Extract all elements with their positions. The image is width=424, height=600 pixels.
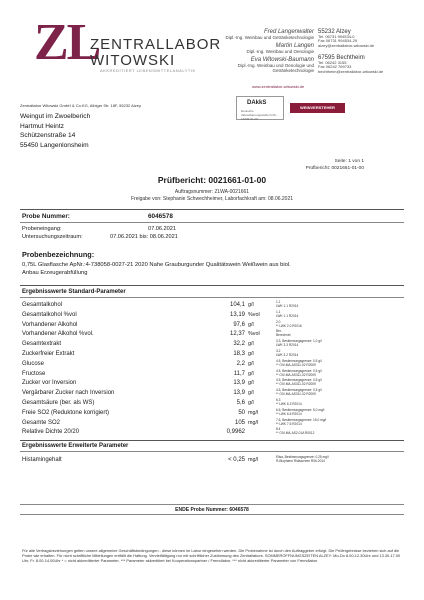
parameter-method [276,329,406,337]
dakks-subtitle: Deutsche Akkreditierungsstelle D-PL-14006-01-00 [241,109,278,121]
recipient-address [20,112,90,150]
parameter-unit: mg/l [248,419,259,426]
dakks-title: DAkkS [247,100,267,106]
parameter-value: 12,37 [229,331,245,338]
method-line: 7.6, Bestimmungsgrenze: 15,0 mg/l [276,417,327,422]
divider [20,514,404,515]
section-extended-parameter: Ergebnisswerte Erweiterte Parameter [22,443,129,449]
method-line: ** OIV-MA-AS311-02 R2009 [276,392,316,397]
method-line: 2.0 [276,319,281,324]
parameter-method [276,320,406,328]
address-line: Tel. 06731 994534-0 [318,33,355,39]
parameter-method [276,427,406,435]
recipient-line: Schützenstraße 14 [20,132,76,139]
method-line: 3.3, Bestimmungsgrenze: 1,0 g/l [276,339,322,344]
parameter-unit: mg/l [248,409,259,416]
parameter-unit: g/l [248,321,254,328]
probenbezeichnung-line: Anbau Erzeugerabfüllung [22,270,88,276]
divider [20,451,404,452]
method-line: Ber. [276,329,282,334]
section-standard-parameter: Ergebnisswerte Standard-Parameter [22,289,126,295]
address-city: 55232 Alzey [318,29,351,35]
method-line: LWK 1.1 R2014 [276,304,299,308]
divider [20,504,404,505]
method-line: 1.1 [276,309,281,314]
parameter-value: 13,19 [229,311,245,318]
dakks-logo [236,96,284,120]
parameter-name: Gesamtsäure (ber. als WS) [22,400,95,406]
parameter-method [276,455,406,463]
parameter-method [276,398,406,406]
parameter-value: 11,7 [233,370,245,377]
method-line: 4.5, Bestimmungsgrenze: 0,5 g/l [276,378,322,383]
divider [20,297,404,298]
address-bechtheim [318,56,383,74]
parameter-name: Histamingehalt [22,457,62,463]
method-line: ** LWK 2.0 R2016 [276,323,302,328]
address-city: 67595 Bechtheim [318,55,365,61]
parameter-value: 104,1 [229,302,245,308]
method-line: ** OIV-MA-AS311-02 R2009 [276,372,316,377]
parameter-name: Vergärbarer Zucker nach Inversion [22,390,115,397]
parameter-name: Gesamtextrakt [22,341,62,348]
logo-text-line1: ZENTRALLABOR [90,36,222,53]
parameter-value: < 0,25 [228,457,245,463]
weinversteher-badge: WEINVERSTEHER [290,103,345,113]
parameter-name: Vorhandener Alkohol [22,321,78,328]
staff-block [220,30,314,73]
parameter-name: Freie SO2 (Reduktone korrigiert) [22,409,110,416]
sender-line: Zentrallabor Witowski GmbH & Co.KG, Albiger Str. 18F, 55232 Alzey [20,103,141,108]
address-alzey [318,30,374,48]
logo-text-line2: WITOWSKI [90,52,176,69]
method-line: 6.3 [276,398,281,402]
probenbezeichnung-text [22,261,412,277]
parameter-method [276,300,406,308]
parameter-value: 50 [238,409,245,416]
method-line: ** OIV-MA-AS311-02 R2009 [276,362,316,367]
address-line: bechtheim@zentrallabor-witowski.de [318,68,384,74]
parameter-unit: g/l [248,360,254,367]
parameter-unit: g/l [248,351,254,357]
probeneingang-value: 07.06.2021 [148,226,176,232]
parameter-unit: g/l [248,390,254,397]
page-info [306,158,364,172]
method-line: LWK 1.1 R2014 [276,313,299,318]
report-title: Prüfbericht: 0021661-01-00 [157,175,267,185]
parameter-method [276,339,406,347]
parameter-method [276,408,406,416]
recipient-line: Weingut im Zwoelberich [20,113,91,120]
page-number: Seite: 1 von 1 [334,159,364,164]
parameter-method [276,418,406,426]
untersuchungszeitraum-value: 07.06.2021 bis: 08.06.2021 [110,234,178,240]
parameter-value: 32,2 [233,341,245,348]
method-line: LWK 3.3 R2014 [276,343,299,348]
report-number: Prüfbericht: 0021661-01-00 [305,166,364,171]
probe-number-label: Probe Nummer: [22,213,70,220]
address-line: Fax 06242 769733 [318,64,352,70]
parameter-method [276,378,406,386]
end-of-sample: ENDE Probe Nummer: 6046578 [175,507,249,513]
recipient-line: 55450 Langenlonsheim [20,141,89,149]
method-line: ** LWK 7.6 R2014 [276,421,302,426]
method-line: 6.6, Bestimmungsgrenze: 5,0 mg/l [276,407,325,412]
method-line: 8.4 [276,427,281,432]
method-line: ** LWK 6.6 R2014 [276,411,302,416]
parameter-method [276,369,406,377]
parameter-name: Fructose [22,370,46,377]
divider [20,285,404,286]
parameter-value: 18,3 [233,351,245,357]
parameter-method [276,310,406,318]
parameter-unit: %vol [248,331,260,338]
probenbezeichnung-line: 0,75L Glasflasche ApNr.:4-738058-0027-21 2020 Nahe Grauburgunder Qualitätswein Weißwein aus biol. [22,262,291,268]
parameter-unit: mg/l [248,457,259,463]
address-line: Fax 06731 994534-29 [318,38,358,44]
parameter-unit: g/l [248,380,254,387]
staff-role: Dipl.-Ing. Weinbau und Oenologie und Getränketechnologie [237,63,314,73]
parameter-name: Gesamte SO2 [22,419,61,426]
parameter-name: Vorhandener Alkohol %vol. [22,331,94,338]
address-line: Tel. 06242 3155 [318,59,347,65]
parameter-unit: g/l [248,302,254,308]
order-number: Auftragsnummer: ZLWA-0021661 [174,189,250,195]
website-link[interactable]: www.zentrallabor-witowski.de [252,84,305,89]
parameter-method [276,359,406,367]
parameter-name: Gesamtalkohol [22,302,63,308]
footer-notes: Für alle Vertragsbeziehungen gelten unsere allgemeine Geschäftsbedingungen - diese können im Labor eingesehen werden. Die Probenahme ist durch den Auftraggeber erfolgt. Die Prüfergebnisse beziehen sich auf die Probe wie erhalten. Für nicht schriftliche Mitteilungen entfällt die Haftung. Vervielfältigung nur mit schriftlicher Zustimmung des Zentrallabors. SOMMERÖFFNUNGSZEITEN ALZEY: Mo-Do 8.00-12.30Uhr und 13.30-17.00 Uhr, Fr. 8.00-14.00Uhr * = nicht akkreditierter Parameter, *** Parameter akkreditiert bei Kooperationspartner / Fremdlabor, *** nicht akkreditierter Parameter von Fremdlabor [22,548,401,563]
parameter-unit: g/l [248,341,254,348]
staff-name: Eva Witowski-Baumann [250,57,314,63]
probe-number: 6046578 [148,213,173,220]
parameter-value: 0,9962 [226,429,245,436]
parameter-name: Glucose [22,360,45,367]
method-line: ** LWK 6.3 R2014 [276,402,302,406]
parameter-method [276,349,406,357]
method-line: 4.5, Bestimmungsgrenze: 0,5 g/l [276,388,322,393]
method-line: ** OIV-MA-AS311-02 R2009 [276,382,316,387]
parameter-value: 13,9 [233,380,245,387]
parameter-name: Gesamtalkohol %vol [22,311,77,318]
parameter-value: 5,6 [236,400,245,406]
parameter-value: 2,2 [236,360,245,367]
method-line: 1.1 [276,300,281,304]
method-line: Berechnet [276,333,291,338]
parameter-name: Relative Dichte 20/20 [22,429,80,436]
parameter-unit: g/l [248,370,254,377]
parameter-value: 97,6 [233,321,245,328]
method-line: 3.2 [276,349,281,353]
staff-name: Fred Langenwalter [263,29,314,35]
method-line: LWK 3.2 R2014 [276,353,299,357]
probeneingang-label: Probeneingang: [22,226,62,232]
logo-initials: ZL [34,14,100,71]
method-line: ** OIV-MA-AS2-01A R0012 [276,431,315,436]
parameter-method [276,388,406,396]
method-line: 4.5, Bestimmungsgrenze: 0,5 g/l [276,368,322,373]
logo-subtitle: AKKREDITIERT LEBENSMITTELANALYTIK [100,68,196,73]
method-line: 4.5, Bestimmungsgrenze: 0,5 g/l [276,358,322,363]
recipient-line: Hartmut Heintz [20,122,64,130]
release-info: Freigabe von: Stephanie Schwechheimer, Laborfachkraft am: 08.06.2021 [130,196,294,202]
staff-name: Martin Langen [275,43,314,49]
probenbezeichnung-heading: Probenbezeichnung: [22,250,95,259]
method-line: R-Biopharm Ridascreen R06-2014 [276,459,325,463]
parameter-unit: %vol [248,311,260,318]
parameter-value: 105 [234,419,245,426]
untersuchungszeitraum-label: Untersuchungszeitraum: [22,234,83,240]
divider [20,209,404,210]
parameter-name: Zucker vor Inversion [22,380,77,387]
staff-role: Dipl.-Ing. Weinbau und Getränketechnologie [225,35,314,40]
method-line: Elisa, Bestimmungsgrenze: 0,25 mg/l [276,455,329,459]
staff-role: Dipl.-Ing. Weinbau und Oenologie [246,49,314,54]
divider [20,440,404,441]
parameter-name: Zuckerfreier Extrakt [22,351,75,357]
address-line: alzey@zentrallabor-witowski.de [318,42,375,48]
parameter-value: 13,9 [233,390,245,397]
divider [20,222,404,223]
parameter-unit: g/l [248,400,254,406]
